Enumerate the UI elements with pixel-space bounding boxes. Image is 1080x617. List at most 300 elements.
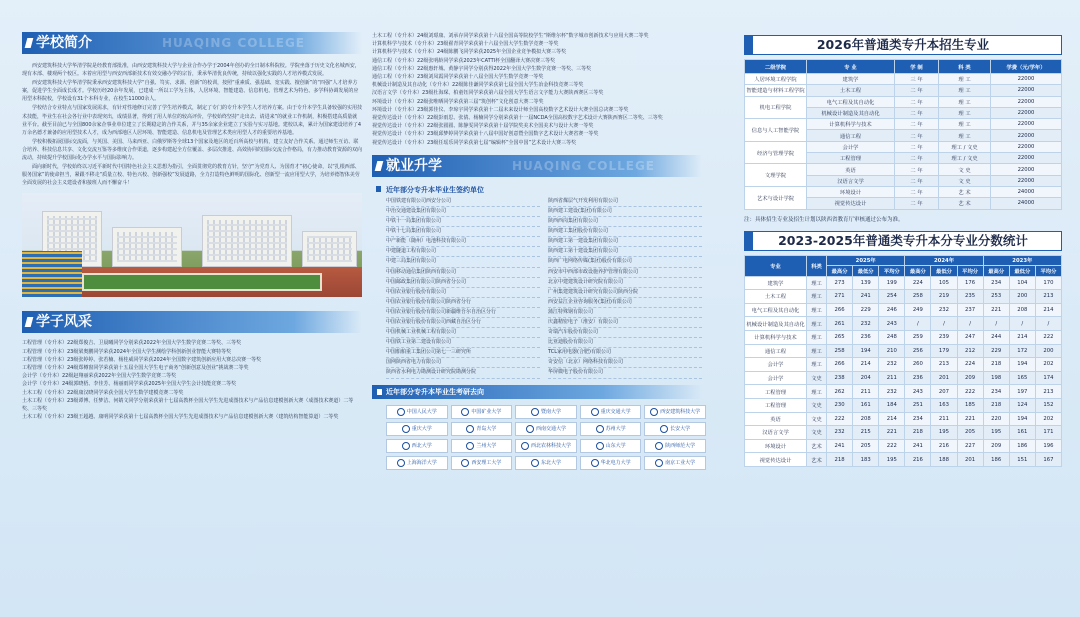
enroll-cell: 24000 (991, 198, 1062, 209)
score-cell: 理工 (807, 290, 827, 304)
enroll-title: 2026年普通类专升本招生专业 (744, 35, 1062, 55)
score-cell: 194 (1009, 412, 1035, 426)
scores-subheader: 最高分 (905, 266, 931, 277)
score-cell: 273 (827, 276, 853, 290)
scores-row (745, 330, 1062, 344)
enroll-cell: 理工 / 文史 (939, 141, 991, 152)
scores-header-year: 2023年 (983, 255, 1061, 266)
university-logo (515, 405, 577, 419)
award-item: 计算机科学与技术（专升本）23级翟青同学荣获第十六届全国大学生数学竞赛一等奖 (372, 41, 559, 48)
university-logo (580, 405, 642, 419)
enroll-cell: 二 年 (895, 198, 939, 209)
award-item: 会计学（专升本）22级赵翔丽荣获2022年全国大学生数学竞赛二等奖 (22, 373, 177, 380)
score-cell: 232 (879, 358, 905, 372)
college-cell: 信息与人工智能学院 (745, 119, 807, 142)
university-logo (580, 456, 642, 470)
major-cell: 电气工程及其自动化 (745, 303, 807, 317)
score-cell: 248 (879, 330, 905, 344)
score-cell: 理工 (807, 358, 827, 372)
score-cell: / (931, 317, 957, 331)
university-seal-icon (466, 442, 474, 450)
company-item: 陕西西岗集团有限公司 (548, 217, 702, 227)
company-item: 奇安信（北京）网络科技有限公司 (548, 358, 702, 368)
employment-ghost: HUAQING COLLEGE (512, 158, 655, 173)
enroll-cell: 理 工 (939, 119, 991, 130)
score-cell: 258 (905, 290, 931, 304)
score-cell: 232 (879, 385, 905, 399)
score-cell: 243 (905, 385, 931, 399)
university-logo (451, 422, 513, 436)
company-item: 陕西建工第一建设集团有限公司 (548, 237, 702, 247)
company-item: 陕西建工建设(集团)有限公司 (548, 207, 702, 217)
university-name: 山东大学 (605, 443, 626, 450)
score-cell: 237 (957, 303, 983, 317)
school-intro-title: 学校简介 (36, 35, 92, 51)
score-cell: 234 (905, 412, 931, 426)
score-cell: 261 (827, 317, 853, 331)
enroll-cell: 22000 (991, 153, 1062, 164)
enroll-cell: 二 年 (895, 164, 939, 175)
enroll-cell: 三 年 (895, 74, 939, 85)
award-item: 通信工程（专升本）23级刘凤霞同学荣获第十八届全国大学生数学竞赛一等奖 (372, 74, 544, 81)
score-cell: 194 (853, 344, 879, 358)
university-seal-icon (655, 442, 663, 450)
stadium-stand (22, 251, 82, 297)
campus-photo (22, 193, 362, 297)
schools-banner (372, 385, 702, 399)
score-cell: 161 (1009, 426, 1035, 440)
scores-row (745, 317, 1062, 331)
enroll-cell: 理工 / 文史 (939, 153, 991, 164)
scores-subheader: 平均分 (957, 266, 983, 277)
company-item: 庆鑫精密电子（淮安）有限公司 (548, 318, 702, 328)
score-cell: 222 (879, 439, 905, 453)
campus-building (112, 227, 182, 267)
enroll-header-major: 专 业 (807, 60, 895, 74)
enroll-note: 注：具体招生专业及招生计划以陕西省教育厅审核通过公布为准。 (744, 216, 904, 223)
scores-subheader: 平均分 (879, 266, 905, 277)
award-item: 工程管理（专升本）23级梁奥鹏同学荣获2024年全国大学生测绘学科创新创业智能大赛特等奖 (22, 348, 232, 355)
enroll-cell: 理 工 (939, 107, 991, 118)
score-cell: 213 (1035, 385, 1061, 399)
university-seal-icon (521, 442, 529, 450)
major-cell: 工程管理 (745, 385, 807, 399)
enroll-table (744, 59, 1062, 210)
score-cell: 266 (827, 303, 853, 317)
awards-list-continued (372, 32, 702, 147)
scores-row (745, 439, 1062, 453)
university-seal-icon (531, 408, 539, 416)
company-item: 中国船舶重工集团公司第七一三研究所 (386, 348, 540, 358)
score-cell: 241 (853, 290, 879, 304)
college-cell: 机电工程学院 (745, 96, 807, 119)
university-logo (386, 405, 448, 419)
score-cell: 205 (853, 439, 879, 453)
score-cell: 172 (1009, 344, 1035, 358)
company-item: 中国铁工业第二建设有限公司 (386, 338, 540, 348)
enroll-cell: 二 年 (895, 130, 939, 141)
score-cell: 218 (905, 426, 931, 440)
enroll-cell: 22000 (991, 175, 1062, 186)
score-cell: 244 (983, 330, 1009, 344)
company-item: TCL家用电器(合肥)有限公司 (548, 348, 702, 358)
university-seal-icon (591, 408, 599, 416)
score-cell: 211 (931, 412, 957, 426)
score-cell: 214 (1009, 330, 1035, 344)
score-cell: 文史 (807, 398, 827, 412)
score-cell: 216 (931, 439, 957, 453)
company-item: 蒲江特殊钢有限公司 (548, 308, 702, 318)
award-item: 通信工程（专升本）22级张明龄同学荣获2023年CATTI杯全国翻译大赛决赛三等奖 (372, 57, 556, 64)
university-name: 东北大学 (540, 460, 561, 467)
left-column (22, 0, 362, 617)
enroll-row (745, 85, 1062, 96)
score-cell: 197 (1009, 385, 1035, 399)
intro-paragraph: 学校结合专业特点与国家发展需求，有针对性地修订完善了学生培养模式，制定了专门的专升本学生人才培养方案。由于专升本学生具备较强的实用技术技能，毕业生在社会各行业中表现突出，成绩显著，得到了用人单位的较高评价，学校始终坚持“走出去、请进来”的就业工作机制，积极搭建高质量就业平台。截至目前已与全国800余家企事业单位建立了长期稳定的合作关系，并与35余家企业建立了实验与实习基地。建校以来，累计为国家建设培养了4万余名德才兼备的应用型技术人才，成为西部地区人居环境、智能建造、信息机电及管理艺术类应用型人才的重要培养基地。 (22, 105, 363, 136)
score-cell: 201 (931, 371, 957, 385)
score-cell: 258 (827, 344, 853, 358)
university-logo (451, 405, 513, 419)
scores-row (745, 371, 1062, 385)
enroll-header-duration: 学 制 (895, 60, 939, 74)
scores-subheader: 最高分 (983, 266, 1009, 277)
university-logo (386, 439, 448, 453)
university-seal-icon (596, 442, 604, 450)
enroll-cell: 视觉传达设计 (807, 198, 895, 209)
university-seal-icon (461, 459, 469, 467)
middle-column (372, 0, 702, 617)
award-item: 视觉传达设计（专升本）23级邱梦婷同学荣获第十八届中国好创意暨全国数字艺术设计大赛省赛一等奖 (372, 131, 599, 138)
scores-subheader: 最低分 (1009, 266, 1035, 277)
enroll-cell: 文 史 (939, 164, 991, 175)
score-cell: 220 (983, 412, 1009, 426)
score-cell: 139 (853, 276, 879, 290)
score-cell: 196 (1035, 439, 1061, 453)
score-cell: 174 (1035, 371, 1061, 385)
score-cell: 理工 (807, 344, 827, 358)
enroll-cell: 二 年 (895, 186, 939, 197)
company-item: 华屏微电子股份有限公司 (548, 368, 702, 378)
school-intro-text (22, 62, 362, 187)
major-cell: 视觉传达设计 (745, 453, 807, 467)
scores-row (745, 385, 1062, 399)
score-cell: 251 (905, 398, 931, 412)
scores-row (745, 290, 1062, 304)
company-item: 中铁十七局集团有限公司 (386, 227, 540, 237)
score-cell: 262 (827, 385, 853, 399)
score-cell: 227 (957, 439, 983, 453)
score-cell: 213 (931, 358, 957, 372)
score-cell: 221 (957, 412, 983, 426)
enroll-cell: 22000 (991, 164, 1062, 175)
scores-row (745, 276, 1062, 290)
company-item: 陕西广电网络传媒(集团)股份有限公司 (548, 257, 702, 267)
score-cell: 222 (827, 412, 853, 426)
university-name: 陕西师范大学 (665, 443, 696, 450)
companies-subtitle: 近年部分专升本毕业生签约单位 (386, 185, 702, 195)
score-cell: 213 (1035, 290, 1061, 304)
award-item: 土木工程（专升本）23级谭博、任梦洁、何婧文同学分别荣获第十七届高教杯全国大学生先进成图技术与产品信息建模创新大赛（成图技术赛道）二等奖、三等奖 (22, 397, 354, 413)
company-item: 广州集建建筑设计研究有限公司陕西分院 (548, 288, 702, 298)
score-cell: 184 (879, 398, 905, 412)
score-cell: 161 (853, 398, 879, 412)
score-cell: 260 (905, 358, 931, 372)
university-name: 中国人民大学 (406, 409, 437, 416)
score-cell: 195 (931, 426, 957, 440)
award-item: 会计学（专升本）24级郭晓梧、李佳芳、杨丽雨同学荣获2025年全国大学生会计技能竞赛二等奖 (22, 381, 237, 388)
company-item: 陕西省煤层气开发利用有限公司 (548, 197, 702, 207)
company-item: 中产新能（随州）电池科技有限公司 (386, 237, 540, 247)
score-cell: 207 (931, 385, 957, 399)
enroll-cell: 文 史 (939, 175, 991, 186)
university-seal-icon (650, 408, 658, 416)
scores-row (745, 358, 1062, 372)
score-cell: 理工 (807, 385, 827, 399)
score-cell: / (1009, 317, 1035, 331)
enroll-cell: 二 年 (895, 85, 939, 96)
company-item: 西安益江企业咨询服务(集团)有限公司 (548, 298, 702, 308)
enroll-header-row (745, 60, 1062, 74)
score-cell: 234 (983, 276, 1009, 290)
enroll-cell: 电气工程及其自动化 (807, 96, 895, 107)
scores-header-type: 科类 (807, 255, 827, 276)
score-cell: 212 (957, 344, 983, 358)
university-name: 西安理工大学 (471, 460, 502, 467)
enroll-cell: 22000 (991, 130, 1062, 141)
major-cell: 会计学 (745, 358, 807, 372)
score-cell: 195 (879, 453, 905, 467)
score-cell: 221 (879, 426, 905, 440)
score-cell: 214 (879, 412, 905, 426)
score-cell: 214 (853, 358, 879, 372)
enroll-row (745, 119, 1062, 130)
enroll-cell: 22000 (991, 119, 1062, 130)
score-cell: 222 (1035, 330, 1061, 344)
score-cell: 222 (957, 385, 983, 399)
enroll-cell: 二 年 (895, 175, 939, 186)
enroll-header-college: 二级学院 (745, 60, 807, 74)
score-cell: 186 (983, 453, 1009, 467)
enroll-header-category: 科 类 (939, 60, 991, 74)
score-cell: 229 (983, 344, 1009, 358)
score-cell: / (905, 317, 931, 331)
score-cell: 210 (879, 344, 905, 358)
university-name: 中国矿业大学 (471, 409, 502, 416)
score-cell: 198 (983, 371, 1009, 385)
scores-header-row (745, 255, 1062, 266)
score-cell: / (957, 317, 983, 331)
campus-building (202, 215, 292, 267)
university-logo (451, 456, 513, 470)
award-item: 工程管理（专升本）24级郑樽窗同学荣获第十五届全国大学生电子商务“创新创意及创业”挑战赛二等奖 (22, 365, 249, 372)
score-cell: 163 (931, 398, 957, 412)
scores-row (745, 412, 1062, 426)
company-item: 中国邮政集团有限公司陕西省分公司 (386, 278, 540, 288)
enroll-cell: 环境设计 (807, 186, 895, 197)
score-cell: 209 (957, 371, 983, 385)
enroll-row (745, 96, 1062, 107)
score-cell: 202 (1035, 358, 1061, 372)
university-name: 南京工业大学 (665, 460, 696, 467)
score-cell: 259 (905, 330, 931, 344)
score-cell: 199 (879, 276, 905, 290)
university-name: 重庆交通大学 (600, 409, 631, 416)
award-item: 汉语言文学（专升本）23级杜海琛、柏童钰同学荣获第六届全国大学生语言文字能力大赛陕西赛区三等奖 (372, 90, 604, 97)
scores-header-year: 2024年 (905, 255, 983, 266)
award-item: 环境设计（专升本）22级张唯晒同学荣获第三届“筑创杯”文化创意大赛二等奖 (372, 98, 544, 105)
score-cell: 224 (957, 358, 983, 372)
score-cell: 238 (827, 371, 853, 385)
enroll-cell: 二 年 (895, 141, 939, 152)
award-item: 通信工程（专升本）22级惠轩城、黄静宇同学分别获得2022年全国大学生数学竞赛一等奖、三等奖 (372, 65, 592, 72)
university-logo (644, 456, 706, 470)
score-cell: 205 (957, 426, 983, 440)
scores-title: 2023-2025年普通类专升本分专业分数统计 (744, 231, 1062, 251)
enroll-cell: 机械设计制造及其自动化 (807, 107, 895, 118)
enroll-cell: 土木工程 (807, 85, 895, 96)
score-cell: 170 (1035, 276, 1061, 290)
score-cell: 232 (931, 303, 957, 317)
score-cell: 265 (827, 330, 853, 344)
university-logo (515, 422, 577, 436)
enroll-cell: 24000 (991, 186, 1062, 197)
enroll-cell: 艺 术 (939, 198, 991, 209)
campus-building (302, 231, 357, 267)
university-seal-icon (655, 459, 663, 467)
enroll-cell: 二 年 (895, 96, 939, 107)
enroll-cell: 二 年 (895, 107, 939, 118)
university-logo (580, 439, 642, 453)
score-cell: 232 (853, 317, 879, 331)
enroll-cell: 艺 术 (939, 186, 991, 197)
university-logo (644, 422, 706, 436)
company-item: 陕西省水利电力勘测设计研究院勘测分院 (386, 368, 540, 378)
score-cell: 208 (1009, 303, 1035, 317)
enroll-cell: 理 工 (939, 85, 991, 96)
score-cell: 224 (905, 276, 931, 290)
score-cell: 218 (983, 358, 1009, 372)
score-cell: 236 (905, 371, 931, 385)
score-cell: 249 (905, 303, 931, 317)
score-cell: 理工 (807, 317, 827, 331)
company-item: 中国机械工业机械工程有限公司 (386, 328, 540, 338)
enroll-cell: 建筑学 (807, 74, 895, 85)
score-cell: 171 (1035, 426, 1061, 440)
companies-grid (386, 197, 702, 379)
employment-title: 就业升学 (386, 157, 442, 174)
score-cell: 221 (983, 303, 1009, 317)
company-item: 中国农业银行股份有限公司 (386, 288, 540, 298)
university-seal-icon (461, 408, 469, 416)
enroll-header-fee: 学费（元/学年） (991, 60, 1062, 74)
enroll-cell: 二 年 (895, 119, 939, 130)
university-logo (386, 422, 448, 436)
school-intro-ghost: HUAQING COLLEGE (162, 36, 305, 50)
enroll-cell: 理 工 (939, 130, 991, 141)
score-cell: 271 (827, 290, 853, 304)
intro-paragraph: 西安建筑科技大学华清学院秉承西安建筑科技大学“自强、笃实、求源、创新”的校训，按照“重素质、强基础、宽实践、擅创新”的“四强”人才培养方案，促进学生全面成长成才。学校历经20余年发展，已建成一所以工学为主体，人居环境、智能建造、信息机电、管理艺术为特色、多学科协调发展的应用型本科院校，学校设有31个本科专业，在校生11000余人。 (22, 80, 359, 103)
enroll-cell: 会计学 (807, 141, 895, 152)
score-cell: / (1035, 317, 1061, 331)
university-logo (515, 439, 577, 453)
award-item: 土木工程（专升本）22级康汉晓同学荣获全国大学生数学建模竞赛二等奖 (22, 389, 184, 396)
enroll-cell: 22000 (991, 96, 1062, 107)
score-cell: 文史 (807, 426, 827, 440)
university-seal-icon (526, 425, 534, 433)
university-name: 重庆大学 (411, 426, 432, 433)
score-cell: 266 (827, 358, 853, 372)
scores-table (744, 255, 1062, 467)
university-logos (386, 405, 706, 470)
score-cell: 234 (983, 385, 1009, 399)
enroll-cell: 理 工 (939, 96, 991, 107)
company-item: 中铁十一局集团有限公司 (386, 217, 540, 227)
scores-row (745, 398, 1062, 412)
enroll-row (745, 141, 1062, 152)
score-cell: 211 (879, 371, 905, 385)
university-name: 西南交通大学 (535, 426, 566, 433)
university-logo (580, 422, 642, 436)
university-seal-icon (660, 425, 668, 433)
major-cell: 土木工程 (745, 290, 807, 304)
score-cell: 179 (931, 344, 957, 358)
enroll-row (745, 186, 1062, 197)
company-item: 中建三局集团有限公司 (386, 257, 540, 267)
university-seal-icon (402, 442, 410, 450)
score-cell: / (983, 317, 1009, 331)
major-cell: 建筑学 (745, 276, 807, 290)
enroll-cell: 汉语言文学 (807, 175, 895, 186)
schools-subtitle: 近年部分专升本毕业生考研去向 (386, 387, 484, 396)
university-name: 西北农林科技大学 (530, 443, 571, 450)
score-cell: 151 (1009, 453, 1035, 467)
score-cell: 152 (1035, 398, 1061, 412)
score-cell: 文史 (807, 371, 827, 385)
score-cell: 艺术 (807, 439, 827, 453)
university-name: 上海海洋大学 (406, 460, 437, 467)
intro-paragraph: 面向新时代，学校始终以习近平新时代中国特色社会主义思想为指引，全面贯彻党的教育方针，坚守“为党育人、为国育才”初心使命，以“扎根西部、服务国家”的使命担当，紧跟不移走“质量立校、特色兴校、创新强校”发展道路，全力打造特色鲜明的国际化、创新型一流应用型大学，为培养德智体美劳全面发展的社会主义建设者和接班人而不懈奋斗！ (22, 164, 360, 187)
major-cell: 计算机科学与技术 (745, 330, 807, 344)
university-logo (451, 439, 513, 453)
score-cell: 200 (1009, 290, 1035, 304)
university-logo (515, 456, 577, 470)
score-cell: 194 (1009, 358, 1035, 372)
university-seal-icon (402, 425, 410, 433)
enroll-cell: 22000 (991, 107, 1062, 118)
awards-list (22, 339, 362, 421)
university-name: 西安建筑科技大学 (660, 409, 701, 416)
score-cell: 104 (1009, 276, 1035, 290)
major-cell: 会计学 (745, 371, 807, 385)
score-cell: 208 (853, 412, 879, 426)
award-item: 工程管理（专升本）23级张婷婷、张若楠、杨桂威同学荣获2024年全国数字建筑创新应用大赛总决赛一等奖 (22, 356, 262, 363)
college-cell: 智能建造与材料工程学院 (745, 85, 807, 96)
score-cell: 200 (1035, 344, 1061, 358)
scores-header-major: 专业 (745, 255, 807, 276)
score-cell: 241 (905, 439, 931, 453)
scores-row (745, 453, 1062, 467)
major-cell: 汉语言文学 (745, 426, 807, 440)
score-cell: 211 (853, 385, 879, 399)
enroll-cell: 理 工 (939, 74, 991, 85)
company-item: 陕西建工集团股份有限公司 (548, 227, 702, 237)
score-cell: 229 (853, 303, 879, 317)
score-cell: 216 (905, 453, 931, 467)
scores-header-year: 2025年 (827, 255, 905, 266)
enroll-cell: 22000 (991, 141, 1062, 152)
student-style-title: 学子风采 (36, 314, 92, 331)
award-item: 环境设计（专升本）23级郭佳仪、李琼宇同学荣获第十二届未来设计师全国高校数字艺术设计大赛全国总决赛二等奖 (372, 106, 629, 113)
